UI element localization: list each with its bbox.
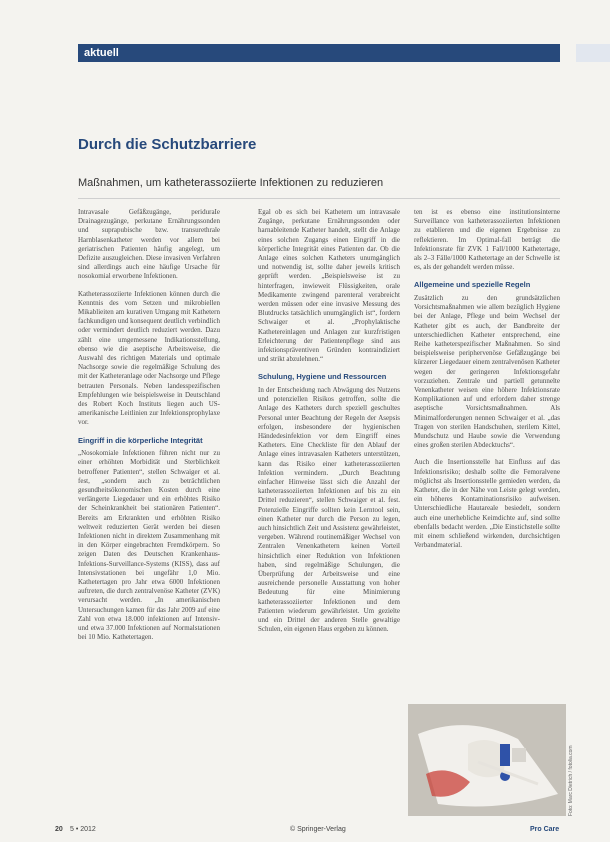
paragraph: Katheterassoziierte Infektionen können durch die Kenntnis des vom Setzen und mikrobiellen Mikablieiten am kurativen Umgang mit Kathetern fachkundigen und konsequent deutlich verbindlich oder vermindert deutlich reduziert werden. Dazu zählt eine umgemessene Indikationsstellung, ebenso wie die aseptische Arbeitsweise, die Auswahl des richtigen Materials und optimale Nachsorge sowie die regelmäßige Schulung des mit der Katheteranlage oder Nachsorge und Pflege betrauten Personals. Neben landesspezifischen Empfehlungen wie beispielsweise in Deutschland des Robert Koch Instituts liegen auch US-amerikanische Leitlinien zur Infektionsprophylaxe vor. bbox=[78, 289, 220, 427]
section-header-bar bbox=[78, 44, 560, 62]
section-label: aktuell bbox=[84, 47, 119, 59]
paragraph: Intravasale Gefäßzugänge, periduraIe Drainagezugänge, perkutane Ernährungssonden und suprapubische bzw. transurethrale Harnblasenkatheter werden vor allem bei geriatrischen Patienten häufig angelegt, um Defizite auszugleichen. Diese invasiven Verfahren sind allerdings auch eine häufige Ursache für nosokomial erworbene Infektionen. bbox=[78, 208, 220, 281]
brand-label: Pro Care bbox=[530, 826, 560, 833]
side-tab-marker bbox=[576, 44, 610, 62]
issue-label: 5 • 2012 bbox=[70, 826, 96, 833]
paragraph: Zusätzlich zu den grundsätzlichen Vorsichtsmaßnahmen wie allem bezüglich Hygiene bei der Anlage, Pflege und beim Wechsel der Katheter gibt es auch, der Bandbreite der unterschiedlichen Katheter entsprechend, eine Reihe katheterspezifischer Maßnahmen. So sind beispielsweise periphervenöse Gefäßzugänge bei kürzerer Liegedauer einem zentralvenösen Katheter wegen der geringeren Infektionsgefahr vorzuziehen. Zentrale und partiell getunnelte Venenkatheter weisen eine höhere Infektionsrate Komplikationen auf und erfordern daher strenge aseptische Vorsichtsmaßnahmen. Als Minimalforderungen nennen Schwaiger et al. „das Tragen von sterilen Handschuhen, sterilem Kittel, Mundschutz und Haube sowie die Verwendung eines großen sterilen Abdecktuchs“. bbox=[414, 293, 560, 450]
publisher-label: © Springer-Verlag bbox=[290, 826, 346, 833]
article-headline: Durch die Schutzbarriere bbox=[78, 136, 257, 153]
catheter-photo bbox=[408, 704, 566, 816]
subheading: Allgemeine und spezielle Regeln bbox=[414, 280, 531, 290]
page-number: 20 bbox=[55, 826, 63, 833]
subheading: Eingriff in die körperliche Integrität bbox=[78, 435, 203, 445]
paragraph: ten ist es ebenso eine institutionsinterne Surveillance von katheterassoziierten Infektionen zu etablieren und die eigenen Ergebnisse zu reflektieren. Im Optimal-fall beträgt die Infektionsrate für ZVK 1 Fall/1000 Kathetertage, als 2–3 Fälle/1000 Kathetertage an der Schwelle ist es, als der gehandelt werden müsse. bbox=[414, 208, 560, 272]
subheading: Schulung, Hygiene und Ressourcen bbox=[258, 372, 387, 382]
paragraph: Egal ob es sich bei Kathetern um intravasale Zugänge, perkutane Ernährungssonden oder harnableitende Katheter handelt, stellt die Anlage eines solchen Zugangs einen Eingriff in die körperliche Integrität eines Patienten dar. Ob die Anlage eines solchen Katheters unumgänglich und notwendig ist, sollte daher jeweils kritisch geprüft werden. „Beispielsweise ist zu hinterfragen, inwieweit Flüssigkeiten, orale Medikamente zwingend parenteral verabreicht werden müssen oder eine invasive Messung des Blutdrucks tatsächlich unumgänglich ist“, fordern Schwaiger et al. „Prophylaktische Kathetereinlagen und Anlagen zur kurzfristigen Erleichterung der Patientenpflege sind aus infektionspräventiven Gründen kontraindiziert und strikt abzulehnen.“ bbox=[258, 208, 400, 364]
article-subtitle: Maßnahmen, um katheterassoziierte Infektionen zu reduzieren bbox=[78, 177, 384, 189]
divider bbox=[78, 198, 560, 199]
text-column-1 bbox=[78, 208, 220, 650]
paragraph: Auch die Insertionsstelle hat Einfluss auf das Infektionsrisiko; deshalb sollte die Femoralvene möglichst als Insertionsstelle gemieden werden, da Katheter, die in der Nähe von Leiste gelegt werden, ein höheres Kontaminationsrisiko aufweisen. Unterschiedliche Hautareale besiedelt, sondern auch eine unerhebliche Keimdichte auf, sind sollte ebenfalls bedacht werden. „Die Einstichstelle sollte mit einem schließend wirkenden, durchsichtigen Verbandmaterial. bbox=[414, 458, 560, 550]
paragraph: In der Entscheidung nach Abwägung des Nutzens und potenziellen Risikos getroffen, sollte die Anlage des Katheters durch speziell geschultes Personal unter Beachtung der Regeln der Asepsis erfolgen, insbesondere der hygienischen Händedesinfektion vor dem Eingriff eines Katheters. Eine Checkliste für den Ablauf der Anlage eines intravasalen Katheters unterstützen, kann das Risiko einer katheterassoziierten Infektion vermindern. „Durch Beachtung einfacher Hinweise lässt sich die Anzahl der katheterassoziierten Infektionen auf bis zu ein Drittel reduzieren“, stellen Schwaiger et al. fest. Potenzielle Eingriffe sollten kein Lerntool sein, einen Katheter nur durch die Person zu legen, auch hinsichtlich Zeit und Assistenz gewährleistet, vergeben. Während routinemäßiger Wechsel von Zentralen Venenkathetern keinen Vorteil hinsichtlich einer Reduktion von Infektionen haben, sind regelmäßige Schulungen, die Überprüfung der Arbeitsweise und eine ausreichende personelle Ausstattung von hoher Bedeutung für eine Minimierung katheterassoziierter Infektionen und dem Patienten wiederum gewährleistet. Um gezielte und ein Drittel der anderen Stelle gewaltige Schulen, ein eigenen Haus ergeben zu können. bbox=[258, 385, 400, 634]
text-column-2 bbox=[258, 208, 400, 642]
paragraph: „Nosokomiale Infektionen führen nicht nur zu einer erhöhten Morbidität und Sterblichkeit betroffener Patienten“, stellen Schwaiger et al. fest, „sondern auch zu beträchtlichen gesundheitsökonomischen Kosten durch eine verlängerte Liegedauer und ein erhöhtes Risiko der Scheinkrankheit bei stationären Patienten“. Bereits am Erkrankten und erhöhten Risiko weltweit reduzierten Gerät werden bei diesen Infektionen nicht in direktem Zusammenhang mit in den Körper eingebrachten Fremdkörpern. So zeigen Daten des Deutschen Krankenhaus-Infektions-Surveillance-Systems (KISS), dass auf Intensivstationen bei ungefähr 1,0 Mio. Kathetertagen pro Jahr etwa 6000 Infektionen auftreten, die durch zentralvenöse Katheter (ZVK) verursacht werden. „In amerikanischen Untersuchungen kamen für das Jahr 2009 auf eine Zahl von etwa 18.000 infektionen auf Intensiv- und etwa 37.000 Infektionen auf Normalstationen bei 10 Mio. Kathetertagen. bbox=[78, 449, 220, 642]
catheter-illustration bbox=[408, 704, 566, 816]
photo-credit: Foto: Marc Dietrich / fotolia.com bbox=[568, 745, 574, 816]
text-column-3 bbox=[414, 208, 560, 558]
